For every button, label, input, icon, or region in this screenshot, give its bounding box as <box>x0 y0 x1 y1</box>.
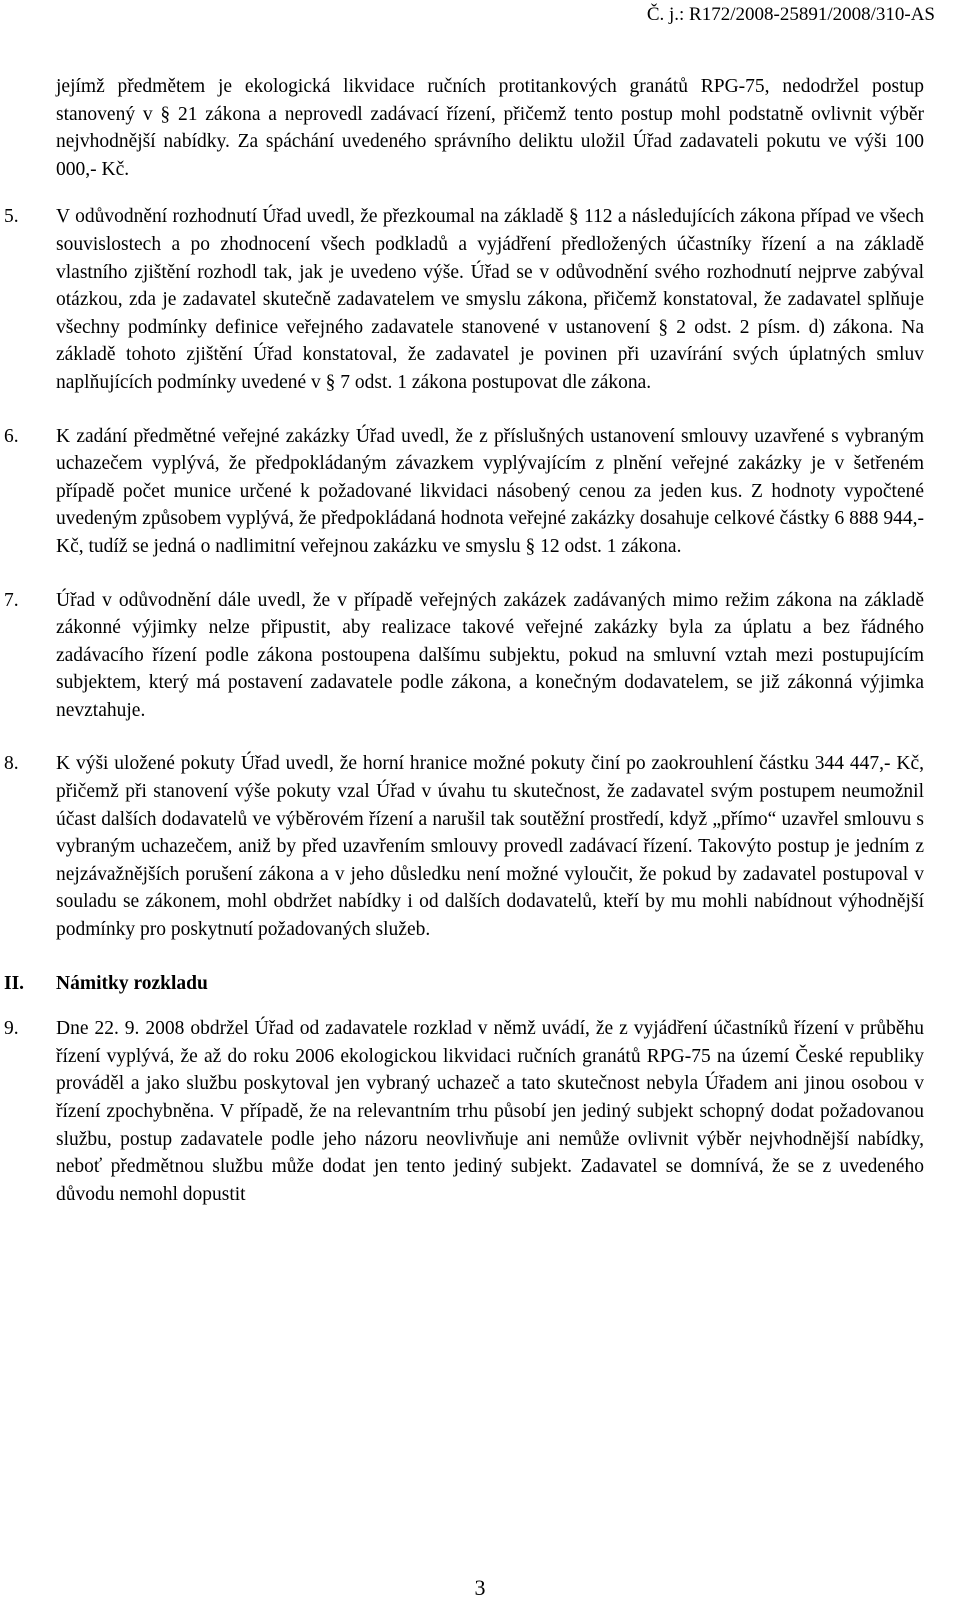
paragraph-text: V odůvodnění rozhodnutí Úřad uvedl, že přezkoumal na základě § 112 a následujících zákona případ ve všech souvislostech a po zhodnocení všech podkladů a vyjádření předložených účastníky řízení a na základě vlastního zjištění rozhodl tak, jak je uvedeno výše. Úřad se v odůvodnění svého rozhodnutí nejprve zabýval otázkou, zda je zadavatel skutečně zadavatelem ve smyslu zákona, přičemž konstatoval, že zadavatel splňuje všechny podmínky definice veřejného zadavatele stanovené v ustanovení § 2 odst. 2 písm. d) zákona. Na základě tohoto zjištění Úřad konstatoval, že zadavatel je povinen při uzavírání svých úplatných smluv naplňujících podmínky uvedené v § 7 odst. 1 zákona postupovat dle zákona. <box>56 206 924 393</box>
numbered-paragraph-8 <box>4 750 924 943</box>
document-reference: Č. j.: R172/2008-25891/2008/310-AS <box>646 4 935 25</box>
paragraph-number: 9. <box>4 1018 19 1040</box>
paragraph-number: 5. <box>4 206 19 228</box>
page-number: 3 <box>474 1575 486 1600</box>
section-title: Námitky rozkladu <box>56 972 208 994</box>
numbered-paragraph-6 <box>4 423 924 561</box>
paragraph-text: K výši uložené pokuty Úřad uvedl, že horní hranice možné pokuty činí po zaokrouhlení částku 344 447,- Kč, přičemž při stanovení výše pokuty vzal Úřad v úvahu tu skutečnost, že zadavatel svým postupem neumožnil účast dalších dodavatelů ve výběrovém řízení a narušil tak soutěžní prostředí, když „přímo“ uzavřel smlouvu s vybraným uchazečem, aniž by před uzavřením smlouvy provedl zadávací řízení. Takovýto postup je jedním z nejzávažnějších porušení zákona a v jeho důsledku není možné vyloučit, že pokud by zadavatel postupoval v souladu se zákonem, mohl obdržet nabídky i od dalších dodavatelů, kteří by mu mohli nabídnout výhodnější podmínky pro poskytnutí požadovaných služeb. <box>56 753 924 941</box>
paragraph-text: Dne 22. 9. 2008 obdržel Úřad od zadavatele rozklad v němž uvádí, že z vyjádření účastníků řízení v průběhu řízení vyplývá, že až do roku 2006 ekologickou likvidaci ručních granátů RPG-75 na území České republiky prováděl a jako službu poskytoval jen vybraný uchazeč a tato skutečnost nebyla Úřadem ani jinou osobou v řízení zpochybněna. V případě, že na relevantním trhu působí jen jediný subjekt schopný dodat požadovanou službu, postup zadavatele podle jeho názoru neovlivňuje ani nemůže ovlivnit výběr nejvhodnější nabídky, neboť předmětnou službu může dodat jen tento jediný subjekt. Zadavatel se domnívá, že se z uvedeného důvodu nemohl dopustit <box>56 1018 924 1205</box>
continuation-paragraph: jejímž předmětem je ekologická likvidace ručních protitankových granátů RPG-75, nedodržel postup stanovený v § 21 zákona a neprovedl zadávací řízení, přičemž tento postup mohl podstatně ovlivnit výběr nejvhodnější nabídky. Za spáchání uvedeného správního deliktu uložil Úřad zadavateli pokutu ve výši 100 000,- Kč. <box>56 76 924 180</box>
paragraph-text: Úřad v odůvodnění dále uvedl, že v případě veřejných zakázek zadávaných mimo režim zákona na základě zákonné výjimky nelze připustit, aby realizace takové veřejné zakázky byla za úplatu a bez řádného zadávacího řízení podle zákona postoupena dalšímu subjektu, pokud na smluvní vztah mezi postupujícím subjektem, který má postavení zadavatele podle zákona, a konečným dodavatelem, se již zákonná výjimka nevztahuje. <box>56 589 924 721</box>
document-body <box>4 73 924 1234</box>
paragraph-text: K zadání předmětné veřejné zakázky Úřad uvedl, že z příslušných ustanovení smlouvy uzavřené s vybraným uchazečem vyplývá, že předpokládaným závazkem vyplývajícím z plnění veřejné zakázky je v šetřeném případě počet munice určené k požadované likvidaci násobený cenou za jeden kus. Z hodnoty vypočtené uvedeným způsobem vyplývá, že předpokládaná hodnota veřejné zakázky dosahuje celkové částky 6 888 944,- Kč, tudíž se jedná o nadlimitní veřejnou zakázku ve smyslu § 12 odst. 1 zákona. <box>56 425 924 557</box>
numbered-paragraph-7 <box>4 587 924 725</box>
section-number: II. <box>4 972 25 994</box>
paragraph-number: 7. <box>4 589 19 611</box>
section-heading <box>4 970 924 998</box>
paragraph-number: 6. <box>4 425 19 447</box>
numbered-paragraph-5 <box>4 203 924 396</box>
paragraph-number: 8. <box>4 753 19 775</box>
numbered-paragraph-9 <box>4 1015 924 1208</box>
